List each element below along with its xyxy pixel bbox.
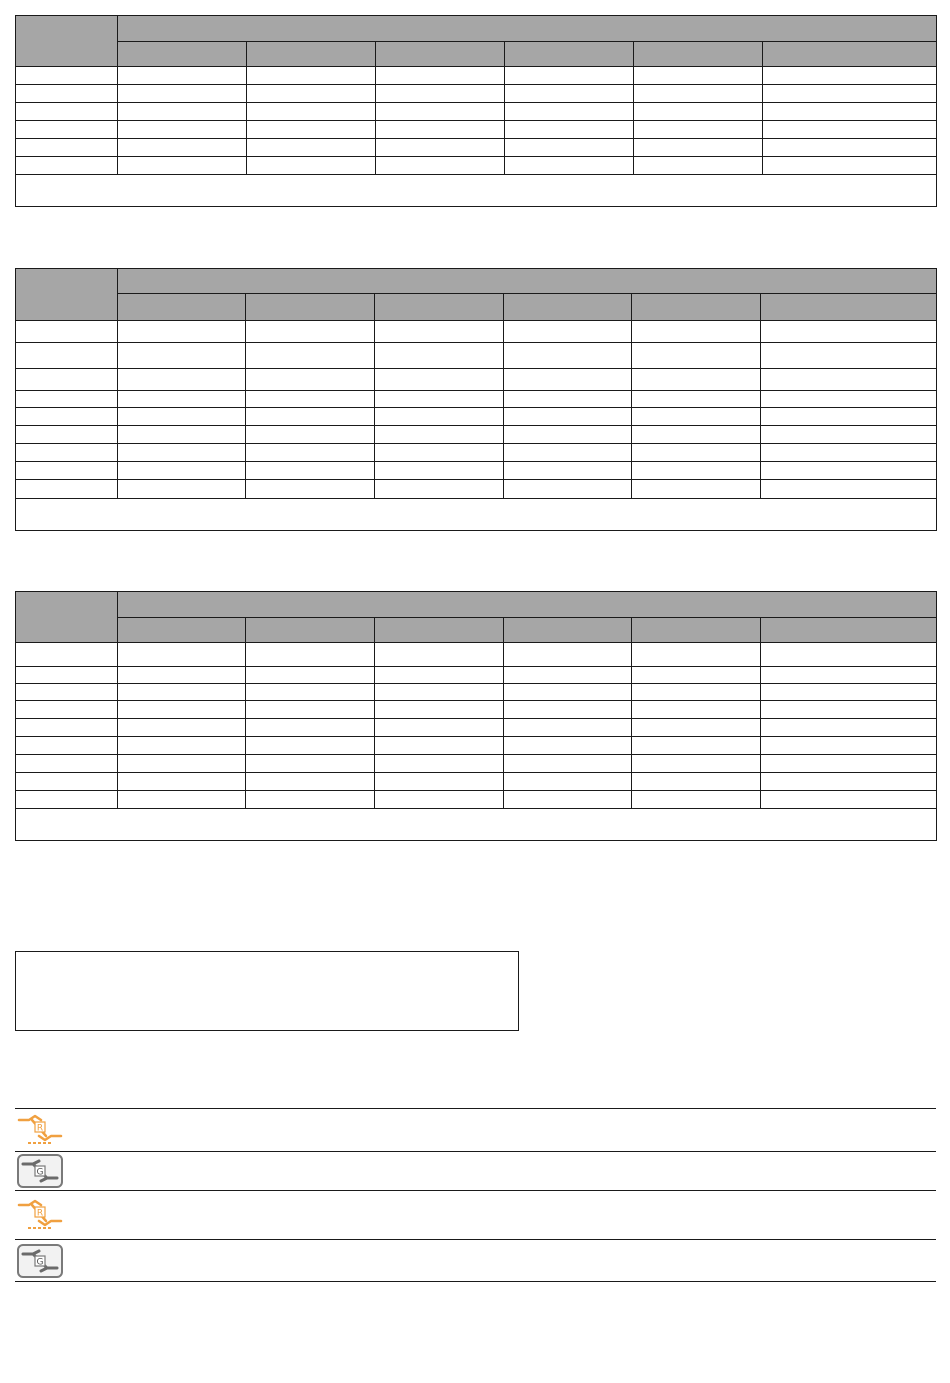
table-cell <box>632 462 761 480</box>
table-3-group-header <box>118 592 937 618</box>
table-cell <box>376 85 505 103</box>
table-cell <box>632 667 761 684</box>
table-cell <box>376 121 505 139</box>
table-cell <box>247 157 376 175</box>
table-cell <box>634 139 763 157</box>
table-cell <box>504 462 632 480</box>
table-cell <box>504 737 632 755</box>
table-cell <box>16 684 118 701</box>
table-cell <box>246 755 375 773</box>
table-cell <box>504 791 632 809</box>
table-1-group-header <box>118 16 937 42</box>
svg-text:R: R <box>36 1123 44 1134</box>
table-cell <box>246 684 375 701</box>
table-row <box>16 369 937 391</box>
svg-text:R: R <box>36 1208 44 1219</box>
table-1-column-header <box>247 42 376 67</box>
table-cell <box>632 321 761 343</box>
table-cell <box>118 67 247 85</box>
table-cell <box>16 444 118 462</box>
table-row <box>16 773 937 791</box>
table-2-column-header <box>761 294 937 321</box>
table-row <box>16 791 937 809</box>
table-1-column-header <box>376 42 505 67</box>
table-cell <box>504 643 632 667</box>
data-table-2 <box>15 268 937 531</box>
legend-row <box>15 1152 936 1191</box>
table-cell <box>376 157 505 175</box>
table-row <box>16 643 937 667</box>
table-cell <box>246 321 375 343</box>
table-row <box>16 391 937 408</box>
table-cell <box>761 684 937 701</box>
table-cell <box>118 791 246 809</box>
table-cell <box>632 426 761 444</box>
table-cell <box>761 462 937 480</box>
gray-handshake-g-icon <box>15 1153 65 1189</box>
table-cell <box>375 755 504 773</box>
table-cell <box>504 773 632 791</box>
table-cell <box>375 737 504 755</box>
table-cell <box>375 480 504 499</box>
table-cell <box>761 480 937 499</box>
table-row <box>16 755 937 773</box>
table-cell <box>16 701 118 719</box>
table-cell <box>761 667 937 684</box>
table-cell <box>376 103 505 121</box>
table-cell <box>118 139 247 157</box>
table-cell <box>761 755 937 773</box>
table-cell <box>632 719 761 737</box>
table-1-column-header <box>505 42 634 67</box>
table-cell <box>763 85 937 103</box>
table-cell <box>761 643 937 667</box>
table-cell <box>246 343 375 369</box>
table-cell <box>761 719 937 737</box>
table-cell <box>375 391 504 408</box>
table-cell <box>632 755 761 773</box>
table-cell <box>16 667 118 684</box>
table-1-note <box>16 175 937 207</box>
table-cell <box>247 139 376 157</box>
table-cell <box>632 773 761 791</box>
table-cell <box>247 85 376 103</box>
table-cell <box>246 737 375 755</box>
svg-text:G: G <box>36 1167 44 1178</box>
table-3-column-header <box>118 618 246 643</box>
table-cell <box>761 321 937 343</box>
table-row <box>16 480 937 499</box>
orange-handshake-r-icon <box>15 1112 65 1148</box>
table-cell <box>632 701 761 719</box>
table-cell <box>118 643 246 667</box>
table-cell <box>632 391 761 408</box>
table-row <box>16 667 937 684</box>
table-cell <box>632 791 761 809</box>
table-cell <box>375 773 504 791</box>
table-cell <box>16 139 118 157</box>
table-3-column-header <box>246 618 375 643</box>
table-cell <box>632 369 761 391</box>
table-cell <box>16 737 118 755</box>
table-row <box>16 444 937 462</box>
table-cell <box>118 369 246 391</box>
table-cell <box>504 701 632 719</box>
legend-row <box>15 1191 936 1240</box>
table-cell <box>16 426 118 444</box>
table-cell <box>375 667 504 684</box>
table-cell <box>375 791 504 809</box>
table-cell <box>118 85 247 103</box>
table-cell <box>504 719 632 737</box>
table-cell <box>118 444 246 462</box>
table-cell <box>118 426 246 444</box>
table-cell <box>375 343 504 369</box>
table-cell <box>246 462 375 480</box>
legend-row <box>15 1240 936 1282</box>
table-cell <box>118 121 247 139</box>
table-cell <box>761 444 937 462</box>
table-cell <box>16 157 118 175</box>
table-cell <box>632 643 761 667</box>
table-cell <box>763 139 937 157</box>
table-cell <box>634 67 763 85</box>
table-cell <box>16 343 118 369</box>
table-cell <box>118 667 246 684</box>
table-cell <box>16 462 118 480</box>
table-cell <box>16 369 118 391</box>
legend <box>15 1108 936 1282</box>
table-cell <box>375 701 504 719</box>
table-cell <box>505 85 634 103</box>
table-cell <box>504 321 632 343</box>
table-cell <box>246 444 375 462</box>
table-cell <box>505 103 634 121</box>
table-cell <box>376 67 505 85</box>
table-cell <box>761 343 937 369</box>
table-cell <box>247 121 376 139</box>
table-cell <box>118 719 246 737</box>
table-cell <box>118 480 246 499</box>
table-row <box>16 719 937 737</box>
table-cell <box>16 719 118 737</box>
table-row <box>16 462 937 480</box>
table-3-corner-header <box>16 592 118 643</box>
table-2-group-header <box>118 269 937 294</box>
table-3-column-header <box>761 618 937 643</box>
table-row <box>16 343 937 369</box>
table-1-column-header <box>634 42 763 67</box>
table-cell <box>634 103 763 121</box>
table-cell <box>16 773 118 791</box>
table-cell <box>16 480 118 499</box>
table-2-corner-header <box>16 269 118 321</box>
table-2-note <box>16 499 937 531</box>
table-cell <box>504 755 632 773</box>
table-cell <box>246 369 375 391</box>
table-cell <box>118 755 246 773</box>
table-3-column-header <box>375 618 504 643</box>
table-2-column-header <box>118 294 246 321</box>
table-cell <box>505 121 634 139</box>
table-cell <box>118 773 246 791</box>
table-cell <box>504 391 632 408</box>
table-cell <box>118 391 246 408</box>
table-cell <box>16 643 118 667</box>
table-2-column-header <box>504 294 632 321</box>
table-cell <box>375 719 504 737</box>
table-cell <box>16 321 118 343</box>
table-cell <box>16 755 118 773</box>
table-cell <box>632 408 761 426</box>
table-row <box>16 701 937 719</box>
table-cell <box>247 103 376 121</box>
table-cell <box>761 408 937 426</box>
table-cell <box>375 462 504 480</box>
table-2-column-header <box>632 294 761 321</box>
table-cell <box>247 67 376 85</box>
table-cell <box>246 773 375 791</box>
table-cell <box>761 773 937 791</box>
table-cell <box>246 408 375 426</box>
table-cell <box>375 408 504 426</box>
table-cell <box>16 103 118 121</box>
table-3-note <box>16 809 937 841</box>
table-row <box>16 684 937 701</box>
table-cell <box>16 791 118 809</box>
table-cell <box>375 444 504 462</box>
table-cell <box>118 157 247 175</box>
table-row <box>16 157 937 175</box>
table-2-column-header <box>375 294 504 321</box>
table-cell <box>763 67 937 85</box>
table-cell <box>504 343 632 369</box>
table-cell <box>632 737 761 755</box>
table-cell <box>761 701 937 719</box>
note-box <box>15 951 519 1031</box>
table-cell <box>246 426 375 444</box>
table-cell <box>246 643 375 667</box>
table-cell <box>634 85 763 103</box>
table-cell <box>634 121 763 139</box>
table-cell <box>761 791 937 809</box>
legend-row <box>15 1109 936 1152</box>
table-row <box>16 408 937 426</box>
table-row <box>16 737 937 755</box>
table-cell <box>504 667 632 684</box>
table-cell <box>118 343 246 369</box>
svg-text:G: G <box>36 1257 44 1267</box>
table-cell <box>16 85 118 103</box>
table-cell <box>375 369 504 391</box>
table-cell <box>246 701 375 719</box>
table-cell <box>246 391 375 408</box>
table-cell <box>634 157 763 175</box>
table-cell <box>505 139 634 157</box>
table-cell <box>118 462 246 480</box>
table-cell <box>504 408 632 426</box>
table-cell <box>632 684 761 701</box>
data-table-3 <box>15 591 937 841</box>
table-cell <box>761 369 937 391</box>
table-cell <box>504 684 632 701</box>
table-cell <box>246 667 375 684</box>
table-cell <box>246 480 375 499</box>
table-cell <box>761 426 937 444</box>
table-cell <box>763 103 937 121</box>
table-cell <box>376 139 505 157</box>
table-1-column-header <box>763 42 937 67</box>
table-cell <box>375 643 504 667</box>
table-2-column-header <box>246 294 375 321</box>
table-cell <box>763 157 937 175</box>
table-row <box>16 121 937 139</box>
table-cell <box>16 121 118 139</box>
orange-handshake-r-icon <box>15 1197 65 1233</box>
table-cell <box>763 121 937 139</box>
table-cell <box>761 391 937 408</box>
table-cell <box>632 480 761 499</box>
table-cell <box>118 684 246 701</box>
table-cell <box>118 737 246 755</box>
gray-handshake-g-icon <box>15 1243 65 1279</box>
table-row <box>16 67 937 85</box>
table-cell <box>118 321 246 343</box>
table-cell <box>118 408 246 426</box>
table-3-column-header <box>504 618 632 643</box>
table-3-column-header <box>632 618 761 643</box>
table-cell <box>16 391 118 408</box>
table-cell <box>375 426 504 444</box>
table-row <box>16 103 937 121</box>
table-row <box>16 321 937 343</box>
table-cell <box>118 103 247 121</box>
table-cell <box>504 426 632 444</box>
table-cell <box>505 67 634 85</box>
table-row <box>16 139 937 157</box>
table-cell <box>375 321 504 343</box>
table-cell <box>504 369 632 391</box>
table-1-corner-header <box>16 16 118 67</box>
table-row <box>16 85 937 103</box>
table-cell <box>16 408 118 426</box>
table-cell <box>246 791 375 809</box>
table-cell <box>505 157 634 175</box>
table-cell <box>761 737 937 755</box>
table-cell <box>632 444 761 462</box>
table-1-column-header <box>118 42 247 67</box>
table-row <box>16 426 937 444</box>
table-cell <box>246 719 375 737</box>
table-cell <box>375 684 504 701</box>
table-cell <box>504 480 632 499</box>
table-cell <box>16 67 118 85</box>
data-table-1 <box>15 15 937 207</box>
table-cell <box>118 701 246 719</box>
table-cell <box>504 444 632 462</box>
table-cell <box>632 343 761 369</box>
